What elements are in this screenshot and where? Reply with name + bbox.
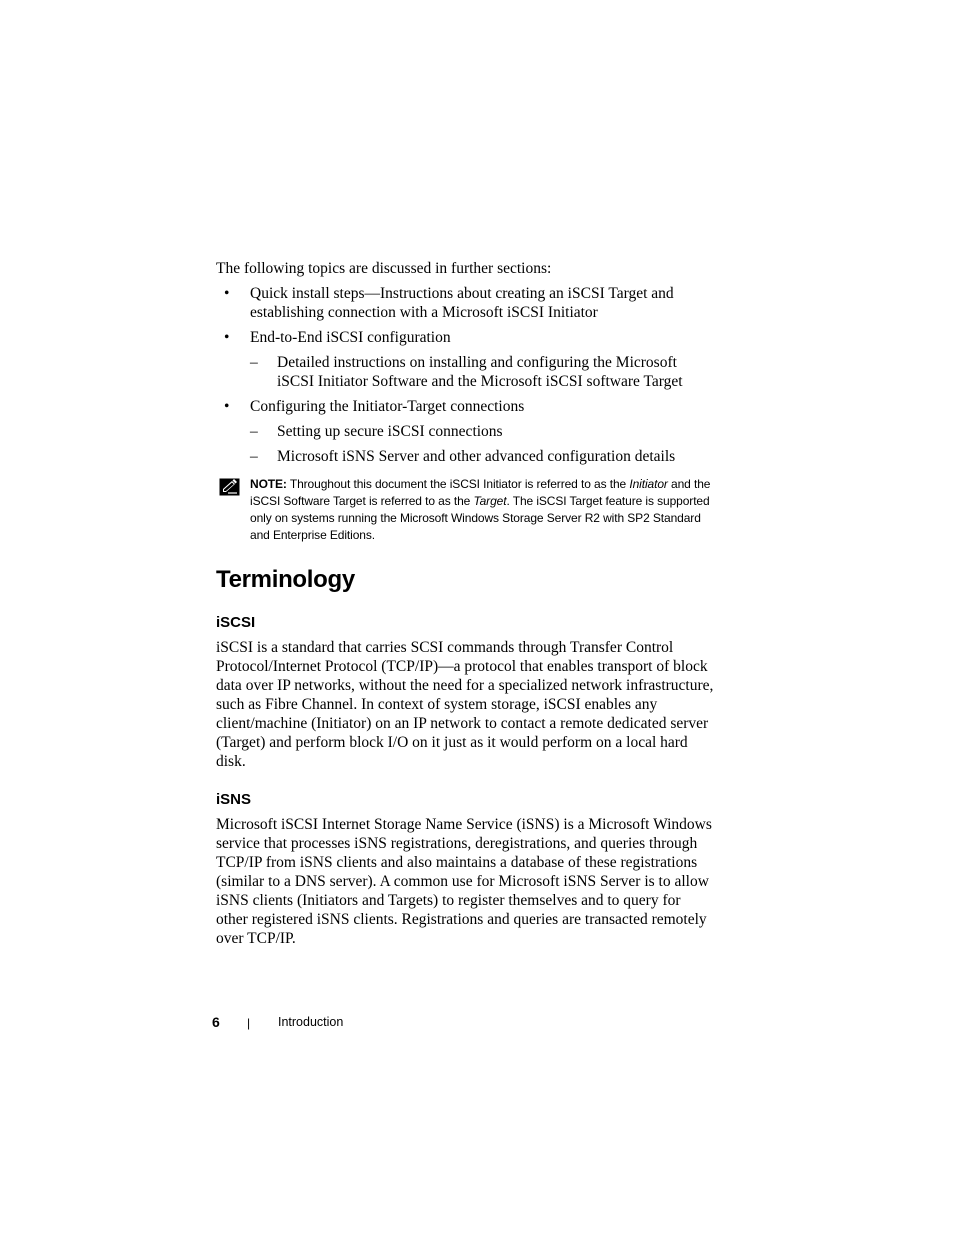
note-emphasis: Target — [473, 494, 507, 508]
note-text: and the iSCSI Software Target is referred to as the — [250, 477, 711, 508]
list-item-text: End-to-End iSCSI configuration — [250, 329, 451, 346]
page-number: 6 — [212, 1014, 220, 1030]
footer-section-title: Introduction — [278, 1015, 344, 1029]
topics-list — [216, 284, 716, 466]
list-item — [216, 397, 716, 466]
note-emphasis: Initiator — [629, 477, 668, 491]
iscsi-paragraph: iSCSI is a standard that carries SCSI commands through Transfer Control Protocol/Internet Protocol (TCP/IP)—a protocol that enables transport of block data over IP networks, without the need for a specialized network infrastructure, such as Fibre Channel. In context of system storage, iSCSI enables any client/machine (Initiator) on an IP network to contact a remote dedicated server (Target) and perform block I/O on it just as it would perform on a local hard disk. — [216, 639, 714, 770]
note-text: . The iSCSI Target feature is supported only on systems running the Microsoft Windows Storage Server R2 with SP2 Standard and Enterprise Editions. — [250, 494, 710, 542]
list-item-text: Configuring the Initiator-Target connections — [250, 398, 525, 415]
footer-separator: | — [247, 1016, 251, 1030]
dash-marker: – — [250, 354, 258, 371]
sub-list-item — [250, 353, 716, 391]
sub-list-item-text: Setting up secure iSCSI connections — [277, 423, 503, 440]
isns-paragraph: Microsoft iSCSI Internet Storage Name Service (iSNS) is a Microsoft Windows service that processes iSNS registrations, deregistrations, and queries through TCP/IP from iSNS clients and also maintains a database of these registrations (similar to a DNS server). A common use for Microsoft iSNS Server is to allow iSNS clients (Initiators and Targets) to register themselves and to query for other registered iSNS clients. Registrations and queries are transacted remotely over TCP/IP. — [216, 816, 712, 947]
intro-paragraph: The following topics are discussed in further sections: — [216, 260, 552, 277]
sub-list-item — [250, 447, 716, 466]
note-text: Throughout this document the iSCSI Initiator is referred to as the — [286, 477, 630, 491]
subsection-heading-isns: iSNS — [216, 791, 252, 808]
bullet-marker: • — [224, 329, 230, 346]
bullet-marker: • — [224, 398, 230, 415]
dash-marker: – — [250, 423, 258, 440]
list-item-text: Quick install steps—Instructions about creating an iSCSI Target and establishing connection with a Microsoft iSCSI Initiator — [250, 285, 674, 321]
sub-list-item-text: Microsoft iSNS Server and other advanced configuration details — [277, 448, 676, 465]
page-content — [216, 259, 716, 948]
subsection-heading-iscsi: iSCSI — [216, 614, 256, 631]
bullet-marker: • — [224, 285, 230, 302]
list-item — [216, 328, 716, 391]
sub-list-item — [250, 422, 716, 441]
pencil-note-icon — [219, 478, 240, 496]
sub-list-item-text: Detailed instructions on installing and configuring the Microsoft iSCSI Initiator Software and the Microsoft iSCSI software Target — [277, 354, 683, 390]
section-title: Terminology — [216, 566, 355, 593]
sub-list — [250, 422, 716, 466]
sub-list — [250, 353, 716, 391]
list-item — [216, 284, 716, 322]
dash-marker: – — [250, 448, 258, 465]
note-box — [216, 476, 716, 544]
note-label: NOTE: — [250, 477, 287, 491]
